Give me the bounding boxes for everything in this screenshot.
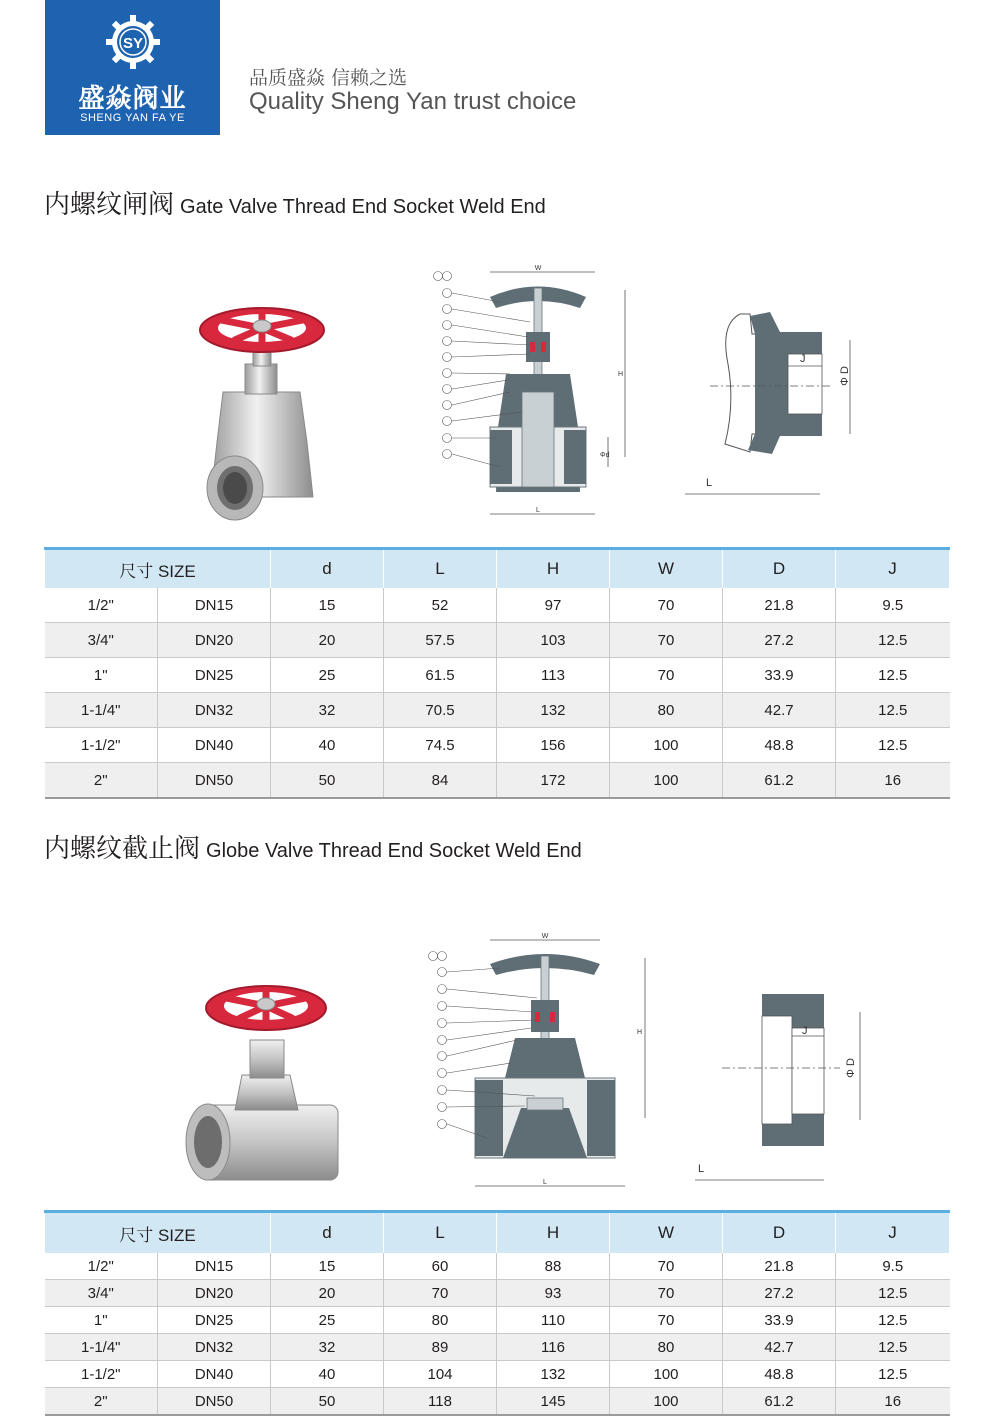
header-W: W	[610, 549, 723, 589]
header-size: 尺寸 SIZE	[45, 1212, 271, 1254]
cell-d: 32	[271, 693, 384, 728]
cell-size-dn: DN20	[158, 1280, 271, 1307]
cell-d: 25	[271, 658, 384, 693]
company-logo	[45, 0, 220, 135]
header-L: L	[384, 1212, 497, 1254]
cell-H: 93	[497, 1280, 610, 1307]
cell-L: 104	[384, 1361, 497, 1388]
header-L: L	[384, 549, 497, 589]
header-D: D	[723, 1212, 836, 1254]
dim-d-label: Φd	[600, 452, 610, 459]
cell-size-inch: 1/2"	[45, 1253, 158, 1280]
cell-J: 12.5	[836, 658, 950, 693]
table-row	[45, 1361, 950, 1388]
cell-L: 89	[384, 1334, 497, 1361]
cell-D: 33.9	[723, 1307, 836, 1334]
cell-size-dn: DN25	[158, 658, 271, 693]
cell-L: 57.5	[384, 623, 497, 658]
cell-size-dn: DN15	[158, 588, 271, 623]
table-row	[45, 658, 950, 693]
globe-valve-title-cn: 内螺纹截止阀	[44, 834, 201, 864]
cell-D: 33.9	[723, 658, 836, 693]
cell-L: 60	[384, 1253, 497, 1280]
slogan-chinese: 品质盛焱 信赖之选	[249, 67, 408, 89]
header-d: d	[271, 549, 384, 589]
logo-english-name: SHENG YAN FA YE	[80, 112, 185, 124]
dim-W-label: W	[541, 933, 549, 940]
cell-D: 48.8	[723, 728, 836, 763]
header-H: H	[497, 1212, 610, 1254]
cell-H: 88	[497, 1253, 610, 1280]
cell-W: 100	[610, 1388, 723, 1416]
cell-L: 80	[384, 1307, 497, 1334]
cell-J: 12.5	[836, 693, 950, 728]
cell-size-dn: DN32	[158, 1334, 271, 1361]
cell-H: 145	[497, 1388, 610, 1416]
cell-D: 42.7	[723, 693, 836, 728]
cell-W: 70	[610, 588, 723, 623]
cell-J: 16	[836, 763, 950, 799]
table-row	[45, 1388, 950, 1416]
header-J: J	[836, 549, 950, 589]
cell-size-inch: 1-1/2"	[45, 728, 158, 763]
cell-size-inch: 3/4"	[45, 1280, 158, 1307]
globe-valve-section-drawing	[425, 928, 650, 1193]
dim-H-label: H	[637, 1029, 643, 1036]
cell-L: 61.5	[384, 658, 497, 693]
cell-J: 12.5	[836, 728, 950, 763]
table-row	[45, 1334, 950, 1361]
dim-D-label: Φ D	[845, 1058, 857, 1078]
cell-size-inch: 3/4"	[45, 623, 158, 658]
cell-size-dn: DN50	[158, 763, 271, 799]
cell-H: 132	[497, 693, 610, 728]
globe-valve-heading	[44, 828, 582, 865]
cell-J: 9.5	[836, 1253, 950, 1280]
cell-L: 52	[384, 588, 497, 623]
cell-d: 40	[271, 728, 384, 763]
cell-size-dn: DN20	[158, 623, 271, 658]
cell-H: 172	[497, 763, 610, 799]
dim-J-label: J	[800, 353, 806, 365]
cell-W: 80	[610, 693, 723, 728]
table-header-row	[45, 1212, 950, 1254]
cell-d: 50	[271, 763, 384, 799]
cell-d: 20	[271, 623, 384, 658]
cell-W: 70	[610, 623, 723, 658]
dim-L2-label: L	[706, 477, 713, 489]
cell-size-dn: DN25	[158, 1307, 271, 1334]
logo-chinese-name: 盛焱阀业	[78, 84, 187, 114]
table-row	[45, 763, 950, 799]
globe-valve-title-en: Globe Valve Thread End Socket Weld End	[206, 840, 582, 862]
cell-H: 97	[497, 588, 610, 623]
table-row	[45, 693, 950, 728]
cell-L: 70.5	[384, 693, 497, 728]
cell-D: 42.7	[723, 1334, 836, 1361]
cell-d: 32	[271, 1334, 384, 1361]
gate-valve-heading	[44, 184, 546, 221]
cell-H: 116	[497, 1334, 610, 1361]
gear-emblem-icon	[105, 14, 161, 70]
cell-D: 61.2	[723, 763, 836, 799]
cell-H: 113	[497, 658, 610, 693]
cell-d: 50	[271, 1388, 384, 1416]
cell-D: 21.8	[723, 1253, 836, 1280]
cell-size-inch: 1-1/4"	[45, 1334, 158, 1361]
cell-size-dn: DN40	[158, 728, 271, 763]
cell-W: 70	[610, 1253, 723, 1280]
cell-d: 15	[271, 1253, 384, 1280]
cell-W: 80	[610, 1334, 723, 1361]
cell-size-inch: 1"	[45, 1307, 158, 1334]
cell-size-inch: 1"	[45, 658, 158, 693]
gate-valve-section-drawing	[430, 262, 630, 522]
header-size: 尺寸 SIZE	[45, 549, 271, 589]
cell-W: 70	[610, 658, 723, 693]
dim-W-label: W	[534, 265, 542, 272]
gate-socket-detail-drawing	[680, 304, 860, 504]
cell-size-dn: DN15	[158, 1253, 271, 1280]
cell-J: 12.5	[836, 1334, 950, 1361]
cell-size-inch: 1/2"	[45, 588, 158, 623]
header-H: H	[497, 549, 610, 589]
globe-socket-detail-drawing	[690, 988, 870, 1183]
dim-H-label: H	[618, 371, 624, 378]
cell-W: 70	[610, 1280, 723, 1307]
dim-D-label: Φ D	[839, 366, 851, 386]
cell-d: 40	[271, 1361, 384, 1388]
cell-d: 25	[271, 1307, 384, 1334]
cell-H: 110	[497, 1307, 610, 1334]
header-W: W	[610, 1212, 723, 1254]
dim-L-label: L	[543, 1179, 547, 1186]
header-D: D	[723, 549, 836, 589]
gate-valve-spec-table	[44, 547, 950, 799]
cell-H: 103	[497, 623, 610, 658]
cell-D: 48.8	[723, 1361, 836, 1388]
cell-size-dn: DN32	[158, 693, 271, 728]
cell-D: 27.2	[723, 1280, 836, 1307]
cell-size-dn: DN50	[158, 1388, 271, 1416]
cell-J: 12.5	[836, 1280, 950, 1307]
table-row	[45, 623, 950, 658]
header-J: J	[836, 1212, 950, 1254]
cell-W: 100	[610, 1361, 723, 1388]
cell-d: 15	[271, 588, 384, 623]
cell-size-dn: DN40	[158, 1361, 271, 1388]
cell-D: 61.2	[723, 1388, 836, 1416]
cell-J: 9.5	[836, 588, 950, 623]
cell-H: 132	[497, 1361, 610, 1388]
cell-L: 118	[384, 1388, 497, 1416]
gate-valve-title-en: Gate Valve Thread End Socket Weld End	[180, 196, 546, 218]
table-row	[45, 1280, 950, 1307]
globe-valve-spec-table	[44, 1210, 950, 1416]
cell-size-inch: 2"	[45, 763, 158, 799]
table-row	[45, 1253, 950, 1280]
cell-size-inch: 1-1/2"	[45, 1361, 158, 1388]
cell-D: 21.8	[723, 588, 836, 623]
gate-valve-title-cn: 内螺纹闸阀	[44, 190, 175, 220]
table-row	[45, 588, 950, 623]
header-d: d	[271, 1212, 384, 1254]
table-row	[45, 728, 950, 763]
cell-L: 70	[384, 1280, 497, 1307]
slogan-english: Quality Sheng Yan trust choice	[249, 88, 577, 115]
cell-J: 12.5	[836, 1307, 950, 1334]
logo-mark-text: SY	[122, 35, 144, 52]
cell-size-inch: 2"	[45, 1388, 158, 1416]
cell-J: 16	[836, 1388, 950, 1416]
cell-J: 12.5	[836, 623, 950, 658]
cell-L: 74.5	[384, 728, 497, 763]
cell-J: 12.5	[836, 1361, 950, 1388]
cell-W: 100	[610, 763, 723, 799]
cell-d: 20	[271, 1280, 384, 1307]
dim-L2-label: L	[698, 1163, 705, 1175]
cell-W: 100	[610, 728, 723, 763]
gate-valve-photo	[195, 292, 330, 524]
cell-L: 84	[384, 763, 497, 799]
dim-J-label: J	[802, 1025, 808, 1037]
cell-D: 27.2	[723, 623, 836, 658]
table-row	[45, 1307, 950, 1334]
cell-W: 70	[610, 1307, 723, 1334]
table-header-row	[45, 549, 950, 589]
dim-L-label: L	[536, 507, 540, 514]
cell-size-inch: 1-1/4"	[45, 693, 158, 728]
globe-valve-photo	[180, 980, 340, 1195]
cell-H: 156	[497, 728, 610, 763]
